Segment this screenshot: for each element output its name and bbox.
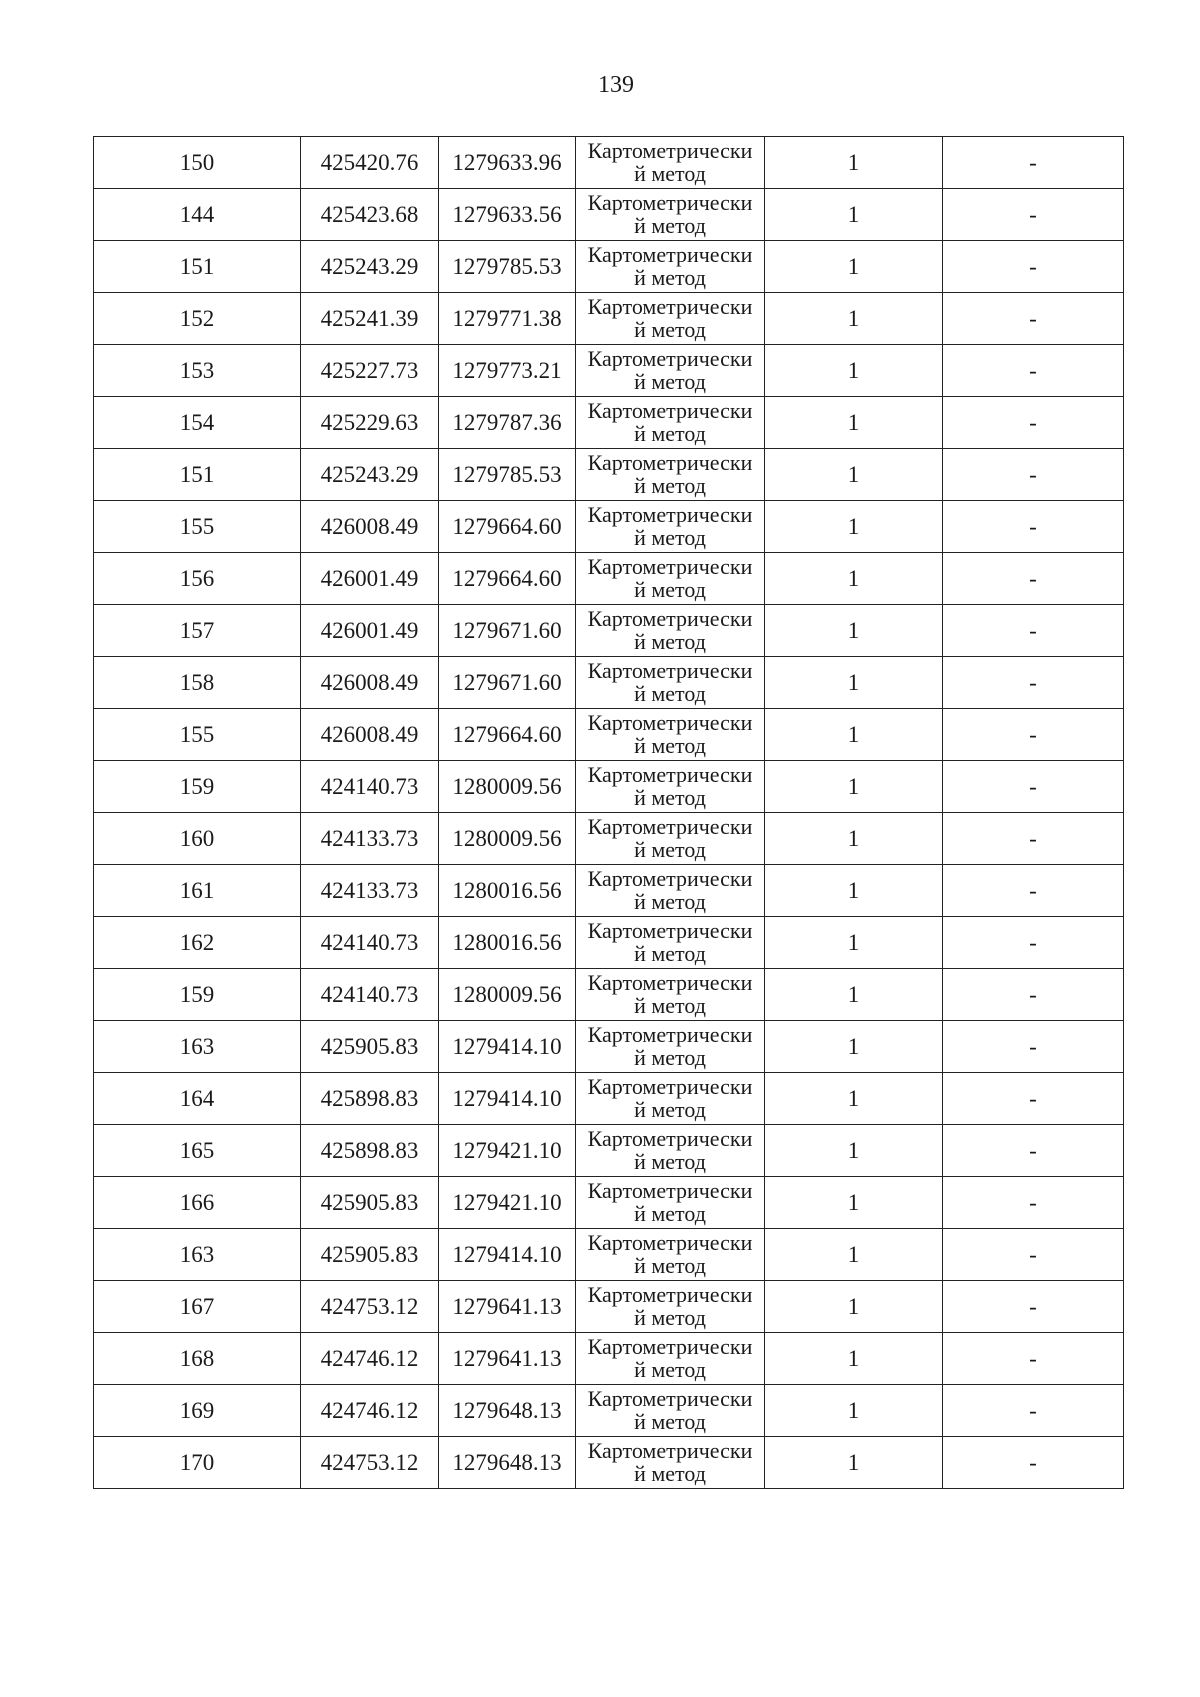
table-row xyxy=(94,293,1124,345)
cell-y-coordinate: 1280009.56 xyxy=(439,813,576,865)
cell-x-coordinate: 424746.12 xyxy=(301,1333,439,1385)
method-line-1: Картометрически xyxy=(587,138,753,163)
cell-point: 155 xyxy=(94,501,301,553)
cell-point: 162 xyxy=(94,917,301,969)
cell-y-coordinate: 1280016.56 xyxy=(439,865,576,917)
cell-note: - xyxy=(943,1021,1124,1073)
table-row xyxy=(94,813,1124,865)
table-row xyxy=(94,1437,1124,1489)
cell-method xyxy=(576,657,765,709)
cell-note: - xyxy=(943,969,1124,1021)
cell-note: - xyxy=(943,917,1124,969)
cell-method xyxy=(576,1177,765,1229)
method-line-1: Картометрически xyxy=(587,866,753,891)
cell-point: 159 xyxy=(94,761,301,813)
cell-y-coordinate: 1279785.53 xyxy=(439,449,576,501)
table-row xyxy=(94,241,1124,293)
cell-y-coordinate: 1279773.21 xyxy=(439,345,576,397)
method-line-2: й метод xyxy=(634,941,706,966)
cell-method xyxy=(576,969,765,1021)
table-row xyxy=(94,1073,1124,1125)
cell-point: 150 xyxy=(94,137,301,189)
cell-x-coordinate: 426001.49 xyxy=(301,605,439,657)
cell-note: - xyxy=(943,1333,1124,1385)
cell-method xyxy=(576,501,765,553)
method-line-1: Картометрически xyxy=(587,1230,753,1255)
method-line-1: Картометрически xyxy=(587,242,753,267)
cell-x-coordinate: 425905.83 xyxy=(301,1229,439,1281)
cell-point: 167 xyxy=(94,1281,301,1333)
cell-method xyxy=(576,137,765,189)
cell-point: 163 xyxy=(94,1021,301,1073)
cell-accuracy: 1 xyxy=(765,709,943,761)
method-line-2: й метод xyxy=(634,265,706,290)
cell-method xyxy=(576,813,765,865)
cell-x-coordinate: 425905.83 xyxy=(301,1177,439,1229)
table-row xyxy=(94,1333,1124,1385)
method-line-2: й метод xyxy=(634,1045,706,1070)
cell-y-coordinate: 1280009.56 xyxy=(439,969,576,1021)
cell-accuracy: 1 xyxy=(765,345,943,397)
cell-accuracy: 1 xyxy=(765,1177,943,1229)
cell-point: 170 xyxy=(94,1437,301,1489)
cell-note: - xyxy=(943,397,1124,449)
method-line-1: Картометрически xyxy=(587,190,753,215)
cell-accuracy: 1 xyxy=(765,865,943,917)
cell-x-coordinate: 425227.73 xyxy=(301,345,439,397)
cell-note: - xyxy=(943,1437,1124,1489)
table-row xyxy=(94,137,1124,189)
cell-x-coordinate: 425229.63 xyxy=(301,397,439,449)
cell-x-coordinate: 424140.73 xyxy=(301,917,439,969)
method-line-1: Картометрически xyxy=(587,1074,753,1099)
cell-x-coordinate: 426008.49 xyxy=(301,709,439,761)
table-row xyxy=(94,709,1124,761)
cell-note: - xyxy=(943,501,1124,553)
cell-note: - xyxy=(943,293,1124,345)
cell-x-coordinate: 425420.76 xyxy=(301,137,439,189)
method-line-1: Картометрически xyxy=(587,762,753,787)
cell-point: 151 xyxy=(94,449,301,501)
cell-accuracy: 1 xyxy=(765,449,943,501)
table-row xyxy=(94,345,1124,397)
cell-y-coordinate: 1279664.60 xyxy=(439,501,576,553)
cell-accuracy: 1 xyxy=(765,605,943,657)
table-row xyxy=(94,1125,1124,1177)
cell-point: 157 xyxy=(94,605,301,657)
cell-x-coordinate: 424140.73 xyxy=(301,969,439,1021)
cell-method xyxy=(576,293,765,345)
cell-note: - xyxy=(943,605,1124,657)
method-line-1: Картометрически xyxy=(587,918,753,943)
cell-y-coordinate: 1279641.13 xyxy=(439,1333,576,1385)
cell-method xyxy=(576,397,765,449)
method-line-2: й метод xyxy=(634,473,706,498)
cell-point: 164 xyxy=(94,1073,301,1125)
cell-x-coordinate: 424753.12 xyxy=(301,1281,439,1333)
table-row xyxy=(94,1229,1124,1281)
cell-y-coordinate: 1279414.10 xyxy=(439,1229,576,1281)
cell-point: 166 xyxy=(94,1177,301,1229)
cell-method xyxy=(576,189,765,241)
method-line-1: Картометрически xyxy=(587,970,753,995)
cell-method xyxy=(576,449,765,501)
table-row xyxy=(94,761,1124,813)
cell-y-coordinate: 1280009.56 xyxy=(439,761,576,813)
cell-method xyxy=(576,865,765,917)
method-line-1: Картометрически xyxy=(587,1022,753,1047)
cell-point: 163 xyxy=(94,1229,301,1281)
cell-accuracy: 1 xyxy=(765,397,943,449)
method-line-2: й метод xyxy=(634,421,706,446)
cell-point: 160 xyxy=(94,813,301,865)
method-line-1: Картометрически xyxy=(587,346,753,371)
cell-accuracy: 1 xyxy=(765,813,943,865)
cell-note: - xyxy=(943,345,1124,397)
table-row xyxy=(94,1021,1124,1073)
cell-x-coordinate: 424133.73 xyxy=(301,813,439,865)
table-row xyxy=(94,1385,1124,1437)
cell-y-coordinate: 1279414.10 xyxy=(439,1073,576,1125)
cell-y-coordinate: 1279421.10 xyxy=(439,1177,576,1229)
cell-accuracy: 1 xyxy=(765,293,943,345)
cell-accuracy: 1 xyxy=(765,1437,943,1489)
cell-method xyxy=(576,1073,765,1125)
table-row xyxy=(94,1281,1124,1333)
cell-accuracy: 1 xyxy=(765,189,943,241)
cell-accuracy: 1 xyxy=(765,1021,943,1073)
cell-x-coordinate: 425905.83 xyxy=(301,1021,439,1073)
cell-accuracy: 1 xyxy=(765,969,943,1021)
method-line-2: й метод xyxy=(634,369,706,394)
method-line-1: Картометрически xyxy=(587,606,753,631)
cell-accuracy: 1 xyxy=(765,917,943,969)
cell-note: - xyxy=(943,1073,1124,1125)
cell-point: 152 xyxy=(94,293,301,345)
table-row xyxy=(94,189,1124,241)
cell-method xyxy=(576,1281,765,1333)
method-line-1: Картометрически xyxy=(587,1334,753,1359)
cell-y-coordinate: 1279641.13 xyxy=(439,1281,576,1333)
cell-method xyxy=(576,1021,765,1073)
cell-note: - xyxy=(943,657,1124,709)
method-line-2: й метод xyxy=(634,733,706,758)
table-row xyxy=(94,969,1124,1021)
method-line-2: й метод xyxy=(634,1305,706,1330)
cell-note: - xyxy=(943,1281,1124,1333)
cell-method xyxy=(576,917,765,969)
table-row xyxy=(94,1177,1124,1229)
method-line-1: Картометрически xyxy=(587,1386,753,1411)
coordinates-table xyxy=(93,136,1124,1489)
cell-method xyxy=(576,1333,765,1385)
method-line-2: й метод xyxy=(634,993,706,1018)
cell-y-coordinate: 1279671.60 xyxy=(439,605,576,657)
cell-accuracy: 1 xyxy=(765,657,943,709)
cell-note: - xyxy=(943,709,1124,761)
cell-point: 151 xyxy=(94,241,301,293)
cell-y-coordinate: 1280016.56 xyxy=(439,917,576,969)
cell-x-coordinate: 426008.49 xyxy=(301,657,439,709)
method-line-1: Картометрически xyxy=(587,1178,753,1203)
method-line-2: й метод xyxy=(634,1097,706,1122)
method-line-1: Картометрически xyxy=(587,1282,753,1307)
cell-y-coordinate: 1279664.60 xyxy=(439,709,576,761)
cell-point: 144 xyxy=(94,189,301,241)
cell-method xyxy=(576,709,765,761)
cell-accuracy: 1 xyxy=(765,1229,943,1281)
cell-y-coordinate: 1279633.96 xyxy=(439,137,576,189)
cell-method xyxy=(576,1229,765,1281)
method-line-2: й метод xyxy=(634,1149,706,1174)
cell-x-coordinate: 424753.12 xyxy=(301,1437,439,1489)
cell-method xyxy=(576,605,765,657)
method-line-1: Картометрически xyxy=(587,658,753,683)
cell-method xyxy=(576,553,765,605)
cell-x-coordinate: 426001.49 xyxy=(301,553,439,605)
method-line-2: й метод xyxy=(634,1357,706,1382)
cell-x-coordinate: 425241.39 xyxy=(301,293,439,345)
method-line-2: й метод xyxy=(634,1409,706,1434)
table-row xyxy=(94,657,1124,709)
method-line-2: й метод xyxy=(634,785,706,810)
method-line-2: й метод xyxy=(634,629,706,654)
cell-y-coordinate: 1279771.38 xyxy=(439,293,576,345)
table-row xyxy=(94,917,1124,969)
method-line-2: й метод xyxy=(634,1253,706,1278)
cell-accuracy: 1 xyxy=(765,553,943,605)
cell-point: 153 xyxy=(94,345,301,397)
method-line-2: й метод xyxy=(634,837,706,862)
cell-point: 165 xyxy=(94,1125,301,1177)
cell-accuracy: 1 xyxy=(765,1281,943,1333)
cell-point: 154 xyxy=(94,397,301,449)
cell-note: - xyxy=(943,137,1124,189)
cell-point: 161 xyxy=(94,865,301,917)
cell-x-coordinate: 425243.29 xyxy=(301,241,439,293)
cell-point: 155 xyxy=(94,709,301,761)
cell-accuracy: 1 xyxy=(765,1073,943,1125)
page-number: 139 xyxy=(598,72,634,98)
cell-accuracy: 1 xyxy=(765,761,943,813)
method-line-1: Картометрически xyxy=(587,398,753,423)
method-line-1: Картометрически xyxy=(587,554,753,579)
cell-method xyxy=(576,241,765,293)
method-line-1: Картометрически xyxy=(587,814,753,839)
method-line-1: Картометрически xyxy=(587,1126,753,1151)
cell-y-coordinate: 1279633.56 xyxy=(439,189,576,241)
cell-note: - xyxy=(943,761,1124,813)
table-row xyxy=(94,397,1124,449)
cell-y-coordinate: 1279664.60 xyxy=(439,553,576,605)
cell-note: - xyxy=(943,553,1124,605)
table-row xyxy=(94,501,1124,553)
table-row xyxy=(94,553,1124,605)
method-line-2: й метод xyxy=(634,577,706,602)
cell-accuracy: 1 xyxy=(765,501,943,553)
cell-x-coordinate: 424746.12 xyxy=(301,1385,439,1437)
cell-y-coordinate: 1279648.13 xyxy=(439,1385,576,1437)
cell-y-coordinate: 1279648.13 xyxy=(439,1437,576,1489)
cell-accuracy: 1 xyxy=(765,1333,943,1385)
cell-note: - xyxy=(943,1125,1124,1177)
cell-note: - xyxy=(943,189,1124,241)
table-row xyxy=(94,865,1124,917)
cell-x-coordinate: 425423.68 xyxy=(301,189,439,241)
cell-accuracy: 1 xyxy=(765,241,943,293)
coordinates-table-body xyxy=(94,137,1124,1489)
method-line-2: й метод xyxy=(634,1461,706,1486)
cell-point: 159 xyxy=(94,969,301,1021)
cell-y-coordinate: 1279414.10 xyxy=(439,1021,576,1073)
cell-y-coordinate: 1279421.10 xyxy=(439,1125,576,1177)
cell-note: - xyxy=(943,1229,1124,1281)
cell-x-coordinate: 425243.29 xyxy=(301,449,439,501)
cell-y-coordinate: 1279671.60 xyxy=(439,657,576,709)
cell-x-coordinate: 424140.73 xyxy=(301,761,439,813)
method-line-2: й метод xyxy=(634,317,706,342)
method-line-2: й метод xyxy=(634,213,706,238)
cell-accuracy: 1 xyxy=(765,1125,943,1177)
cell-method xyxy=(576,345,765,397)
cell-point: 156 xyxy=(94,553,301,605)
cell-accuracy: 1 xyxy=(765,137,943,189)
cell-method xyxy=(576,1125,765,1177)
method-line-1: Картометрически xyxy=(587,502,753,527)
cell-method xyxy=(576,1385,765,1437)
cell-point: 158 xyxy=(94,657,301,709)
cell-note: - xyxy=(943,1385,1124,1437)
table-row xyxy=(94,605,1124,657)
method-line-1: Картометрически xyxy=(587,450,753,475)
method-line-2: й метод xyxy=(634,161,706,186)
cell-y-coordinate: 1279785.53 xyxy=(439,241,576,293)
cell-note: - xyxy=(943,813,1124,865)
method-line-2: й метод xyxy=(634,525,706,550)
cell-note: - xyxy=(943,865,1124,917)
cell-x-coordinate: 425898.83 xyxy=(301,1125,439,1177)
table-row xyxy=(94,449,1124,501)
method-line-1: Картометрически xyxy=(587,294,753,319)
method-line-1: Картометрически xyxy=(587,710,753,735)
cell-note: - xyxy=(943,241,1124,293)
cell-point: 169 xyxy=(94,1385,301,1437)
cell-x-coordinate: 426008.49 xyxy=(301,501,439,553)
method-line-2: й метод xyxy=(634,681,706,706)
cell-note: - xyxy=(943,449,1124,501)
cell-note: - xyxy=(943,1177,1124,1229)
method-line-1: Картометрически xyxy=(587,1438,753,1463)
cell-accuracy: 1 xyxy=(765,1385,943,1437)
cell-x-coordinate: 424133.73 xyxy=(301,865,439,917)
cell-point: 168 xyxy=(94,1333,301,1385)
method-line-2: й метод xyxy=(634,889,706,914)
cell-x-coordinate: 425898.83 xyxy=(301,1073,439,1125)
cell-y-coordinate: 1279787.36 xyxy=(439,397,576,449)
method-line-2: й метод xyxy=(634,1201,706,1226)
cell-method xyxy=(576,1437,765,1489)
cell-method xyxy=(576,761,765,813)
